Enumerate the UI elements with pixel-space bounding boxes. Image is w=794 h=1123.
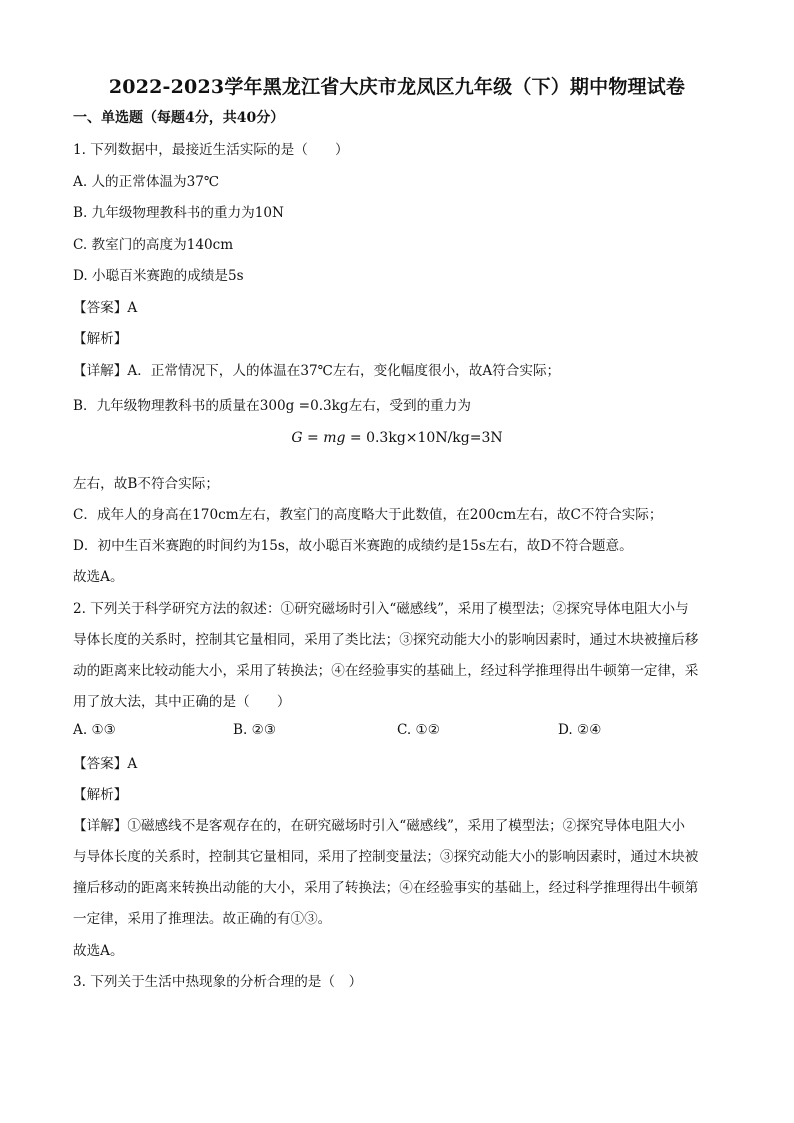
formula-rhs: = 0.3kg×10N/kg=3N [345,430,503,446]
q2-option-d: D. ②④ [558,722,602,738]
q3-stem: 3. 下列关于生活中热现象的分析合理的是（ ） [73,974,363,990]
formula-mg: mg [323,430,346,446]
page-title: 2022-2023学年黑龙江省大庆市龙凤区九年级（下）期中物理试卷 [108,76,686,98]
q1-option-d: D. 小聪百米赛跑的成绩是5s [73,268,244,284]
q1-choose: 故选A。 [73,569,124,585]
q2-stem-line: 导体长度的关系时，控制其它量相同，采用了类比法；③探究动能大小的影响因素时，通过木块被撞后移 [73,632,699,648]
q1-detail-b2: 左右，故B不符合实际； [73,476,219,492]
q1-option-a: A. 人的正常体温为37℃ [73,174,220,190]
q1-formula [0,430,794,446]
q1-analysis-label: 【解析】 [73,331,128,347]
q2-choose: 故选A。 [73,943,124,959]
section-heading: 一、单选题（每题4分，共40分） [73,110,285,126]
q2-analysis-label: 【解析】 [73,787,128,803]
q2-option-b: B. ②③ [233,722,277,738]
q1-option-c: C. 教室门的高度为140cm [73,237,234,253]
q1-detail-c: C．成年人的身高在170cm左右，教室门的高度略大于此数值，在200cm左右，故C不符合实际； [73,507,663,523]
q1-answer: 【答案】A [73,300,138,316]
formula-g: G [291,430,303,446]
q2-stem-line: 动的距离来比较动能大小，采用了转换法；④在经验事实的基础上，经过科学推理得出牛顿第一定律，采 [73,663,699,679]
q1-option-b: B. 九年级物理教科书的重力为10N [73,205,284,221]
q2-stem-line: 2. 下列关于科学研究方法的叙述：①研究磁场时引入“磁感线”，采用了模型法；②探究导体电阻大小与 [73,601,689,617]
q2-option-c: C. ①② [397,722,440,738]
q1-detail-a: 【详解】A．正常情况下，人的体温在37℃左右，变化幅度很小，故A符合实际； [73,363,561,379]
q2-option-a: A. ①③ [73,722,116,738]
q1-stem: 1. 下列数据中，最接近生活实际的是（ ） [73,142,349,158]
q2-stem-line: 用了放大法，其中正确的是（ ） [73,694,291,710]
q1-detail-d: D．初中生百米赛跑的时间约为15s，故小聪百米赛跑的成绩约是15s左右，故D不符合题意。 [73,538,633,554]
q2-detail-line: 一定律，采用了推理法。故正确的有①③。 [73,911,332,927]
formula-eq: = [302,430,324,446]
q1-detail-b: B．九年级物理教科书的质量在300g =0.3kg左右，受到的重力为 [73,398,471,414]
q2-detail-line: 【详解】①磁感线不是客观存在的，在研究磁场时引入“磁感线”，采用了模型法；②探究导体电阻大小 [73,818,686,834]
q2-detail-line: 与导体长度的关系时，控制其它量相同，采用了控制变量法；③探究动能大小的影响因素时，通过木块被 [73,849,699,865]
q2-answer: 【答案】A [73,756,138,772]
q2-detail-line: 撞后移动的距离来转换出动能的大小，采用了转换法；④在经验事实的基础上，经过科学推理得出牛顿第 [73,880,699,896]
